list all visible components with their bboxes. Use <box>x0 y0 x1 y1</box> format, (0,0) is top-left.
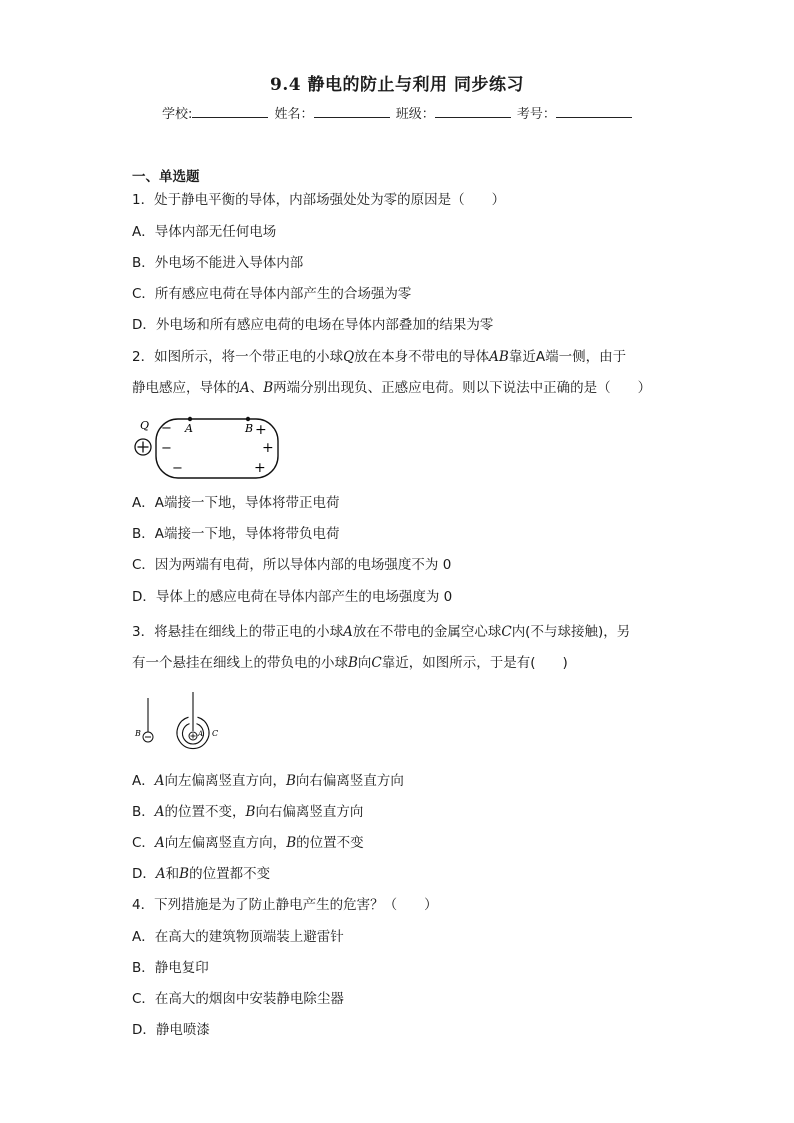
q2-stem-line1: 2．如图所示，将一个带正电的小球Q放在本身不带电的导体AB靠近A端一侧，由于 <box>132 349 627 365</box>
q3-fig-label-a: A <box>198 730 204 738</box>
q2-option-d: D．导体上的感应电荷在导体内部产生的电场强度为 0 <box>132 589 453 605</box>
q3-option-b: B．A的位置不变，B向右偏离竖直方向 <box>132 804 364 820</box>
school-blank[interactable] <box>192 103 268 118</box>
q2-symbol-ab: AB <box>489 349 509 365</box>
number-label: 考号： <box>516 107 556 122</box>
q3-option-d: D．A和B的位置都不变 <box>132 866 271 882</box>
section-title: 一、单选题 <box>132 169 200 185</box>
svg-text:−: − <box>172 461 183 476</box>
q2-option-a: A．A端接一下地，导体将带正电荷 <box>132 495 340 511</box>
q2-option-b: B．A端接一下地，导体将带负电荷 <box>132 526 340 542</box>
svg-text:−: − <box>161 421 172 436</box>
point-b-dot <box>246 417 250 421</box>
q1-option-d: D．外电场和所有感应电荷的电场在导体内部叠加的结果为零 <box>132 317 494 333</box>
svg-text:−: − <box>161 441 172 456</box>
q2-stem-line2: 静电感应，导体的A、B两端分别出现负、正感应电荷。则以下说法中正确的是（ ） <box>132 380 652 396</box>
q1-option-c: C．所有感应电荷在导体内部产生的合场强为零 <box>132 286 412 302</box>
svg-text:+: + <box>254 460 266 476</box>
q4-option-a: A．在高大的建筑物顶端装上避雷针 <box>132 929 344 945</box>
class-blank[interactable] <box>435 103 511 118</box>
q2-fig-label-b: B <box>245 422 254 435</box>
q1-option-b: B．外电场不能进入导体内部 <box>132 255 304 271</box>
q3-stem-line1: 3．将悬挂在细线上的带正电的小球A放在不带电的金属空心球C内(不与球接触)，另 <box>132 624 631 640</box>
name-label: 姓名： <box>274 107 314 122</box>
svg-text:+: + <box>262 440 274 456</box>
q2-conductor-figure <box>128 412 288 484</box>
q2-fig-label-q: Q <box>140 419 150 432</box>
student-info-line <box>162 103 634 122</box>
class-label: 班级： <box>395 107 435 122</box>
school-label: 学校: <box>162 107 193 122</box>
q4-stem: 4．下列措施是为了防止静电产生的危害？（ ） <box>132 897 438 913</box>
q3-fig-label-b: B <box>135 729 141 738</box>
q3-option-c: C．A向左偏离竖直方向，B的位置不变 <box>132 835 364 851</box>
q1-option-a: A．导体内部无任何电场 <box>132 224 277 240</box>
q4-option-b: B．静电复印 <box>132 960 209 976</box>
q1-stem: 1．处于静电平衡的导体，内部场强处处为零的原因是（ ） <box>132 192 506 208</box>
point-a-dot <box>188 417 192 421</box>
q2-fig-label-a: A <box>185 422 193 435</box>
q3-fig-label-c: C <box>212 729 219 738</box>
q4-option-c: C．在高大的烟囱中安装静电除尘器 <box>132 991 344 1007</box>
q3-hollow-sphere-figure <box>130 690 240 760</box>
q4-option-d: D．静电喷漆 <box>132 1022 210 1038</box>
q2-option-c: C．因为两端有电荷，所以导体内部的电场强度不为 0 <box>132 557 452 573</box>
name-blank[interactable] <box>314 103 390 118</box>
page-title: 9.4 静电的防止与利用 同步练习 <box>270 75 524 95</box>
q3-stem-line2: 有一个悬挂在细线上的带负电的小球B向C靠近，如图所示，于是有( ) <box>132 655 568 671</box>
q2-symbol-q: Q <box>343 349 355 365</box>
svg-text:+: + <box>255 422 267 438</box>
q3-option-a: A．A向左偏离竖直方向，B向右偏离竖直方向 <box>132 773 404 789</box>
number-blank[interactable] <box>556 103 632 118</box>
